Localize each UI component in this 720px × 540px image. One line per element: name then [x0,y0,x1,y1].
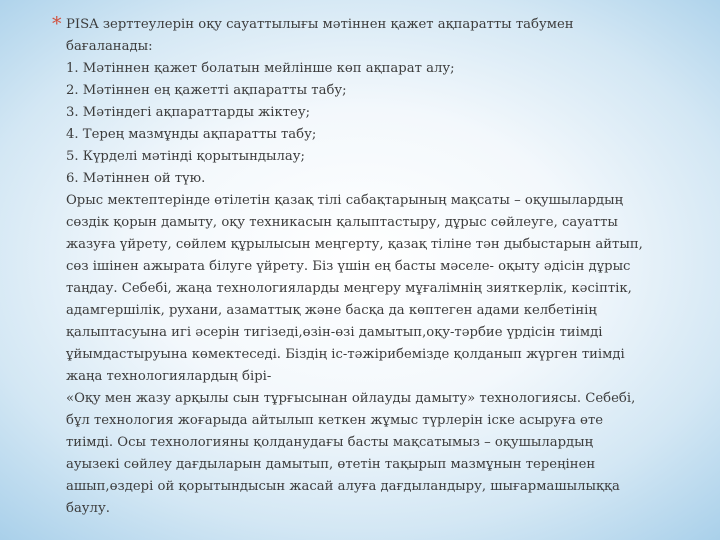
text-line: PISA зерттеулерін оқу сауаттылығы мәтіннен қажет ақпаратты табумен [66,17,574,32]
text-line: баулу. [66,501,110,516]
text-line: Орыс мектептерінде өтілетін қазақ тілі сабақтарының мақсаты – оқушылардың [66,193,624,208]
list-item: 4. Терең мазмұнды ақпаратты табу; [66,127,317,142]
list-item: 2. Мәтіннен ең қажетті ақпаратты табу; [66,83,347,98]
text-line: жаңа технологиялардың бірі- [66,369,272,384]
text-line: қалыптасуына игі әсерін тигізеді,өзін-өзі дамытып,оқу-тәрбие үрдісін тиімді [66,325,603,340]
text-line: ауызекі сөйлеу дағдыларын дамытып, өтетін тақырып мазмұнын тереңінен [66,457,596,472]
text-line: сөз ішінен ажырата білуге үйрету. Біз үшін ең басты мәселе- оқыту әдісін дұрыс [66,259,631,274]
list-item: 1. Мәтіннен қажет болатын мейлінше көп ақпарат алу; [66,61,455,76]
text-line: адамгершілік, рухани, азаматтық және басқа да көптеген адами келбетінің [66,303,597,318]
text-line: жазуға үйрету, сөйлем құрылысын меңгерту, қазақ тіліне тән дыбыстарын айтып, [66,237,643,252]
text-line: ашып,өздері ой қорытындысын жасай алуға дағдыландыру, шығармашылыққа [66,479,620,494]
list-item: 5. Күрделі мәтінді қорытындылау; [66,149,305,164]
text-line: «Оқу мен жазу арқылы сын тұрғысынан ойлауды дамыту» технологиясы. Себебі, [66,391,636,406]
text-line: тиімді. Осы технологияны қолданудағы басты мақсатымыз – оқушылардың [66,435,594,450]
list-item: 3. Мәтіндегі ақпараттарды жіктеу; [66,105,311,120]
bullet-icon: * [52,13,62,35]
text-line: бағаланады: [66,39,153,54]
bullet-paragraph [52,14,692,36]
text-line: таңдау. Себебі, жаңа технологияларды меңгеру мұғалімнің зияткерлік, кәсіптік, [66,281,632,296]
text-line: ұйымдастыруына көмектеседі. Біздің іс-тәжірибемізде қолданып жүрген тиімді [66,347,625,362]
text-line: бұл технология жоғарыда айтылып кеткен жұмыс түрлерін іске асыруға өте [66,413,604,428]
slide-body [52,14,692,520]
list-item: 6. Мәтіннен ой түю. [66,171,206,186]
text-line: сөздік қорын дамыту, оқу техникасын қалыптастыру, дұрыс сөйлеуге, сауатты [66,215,618,230]
